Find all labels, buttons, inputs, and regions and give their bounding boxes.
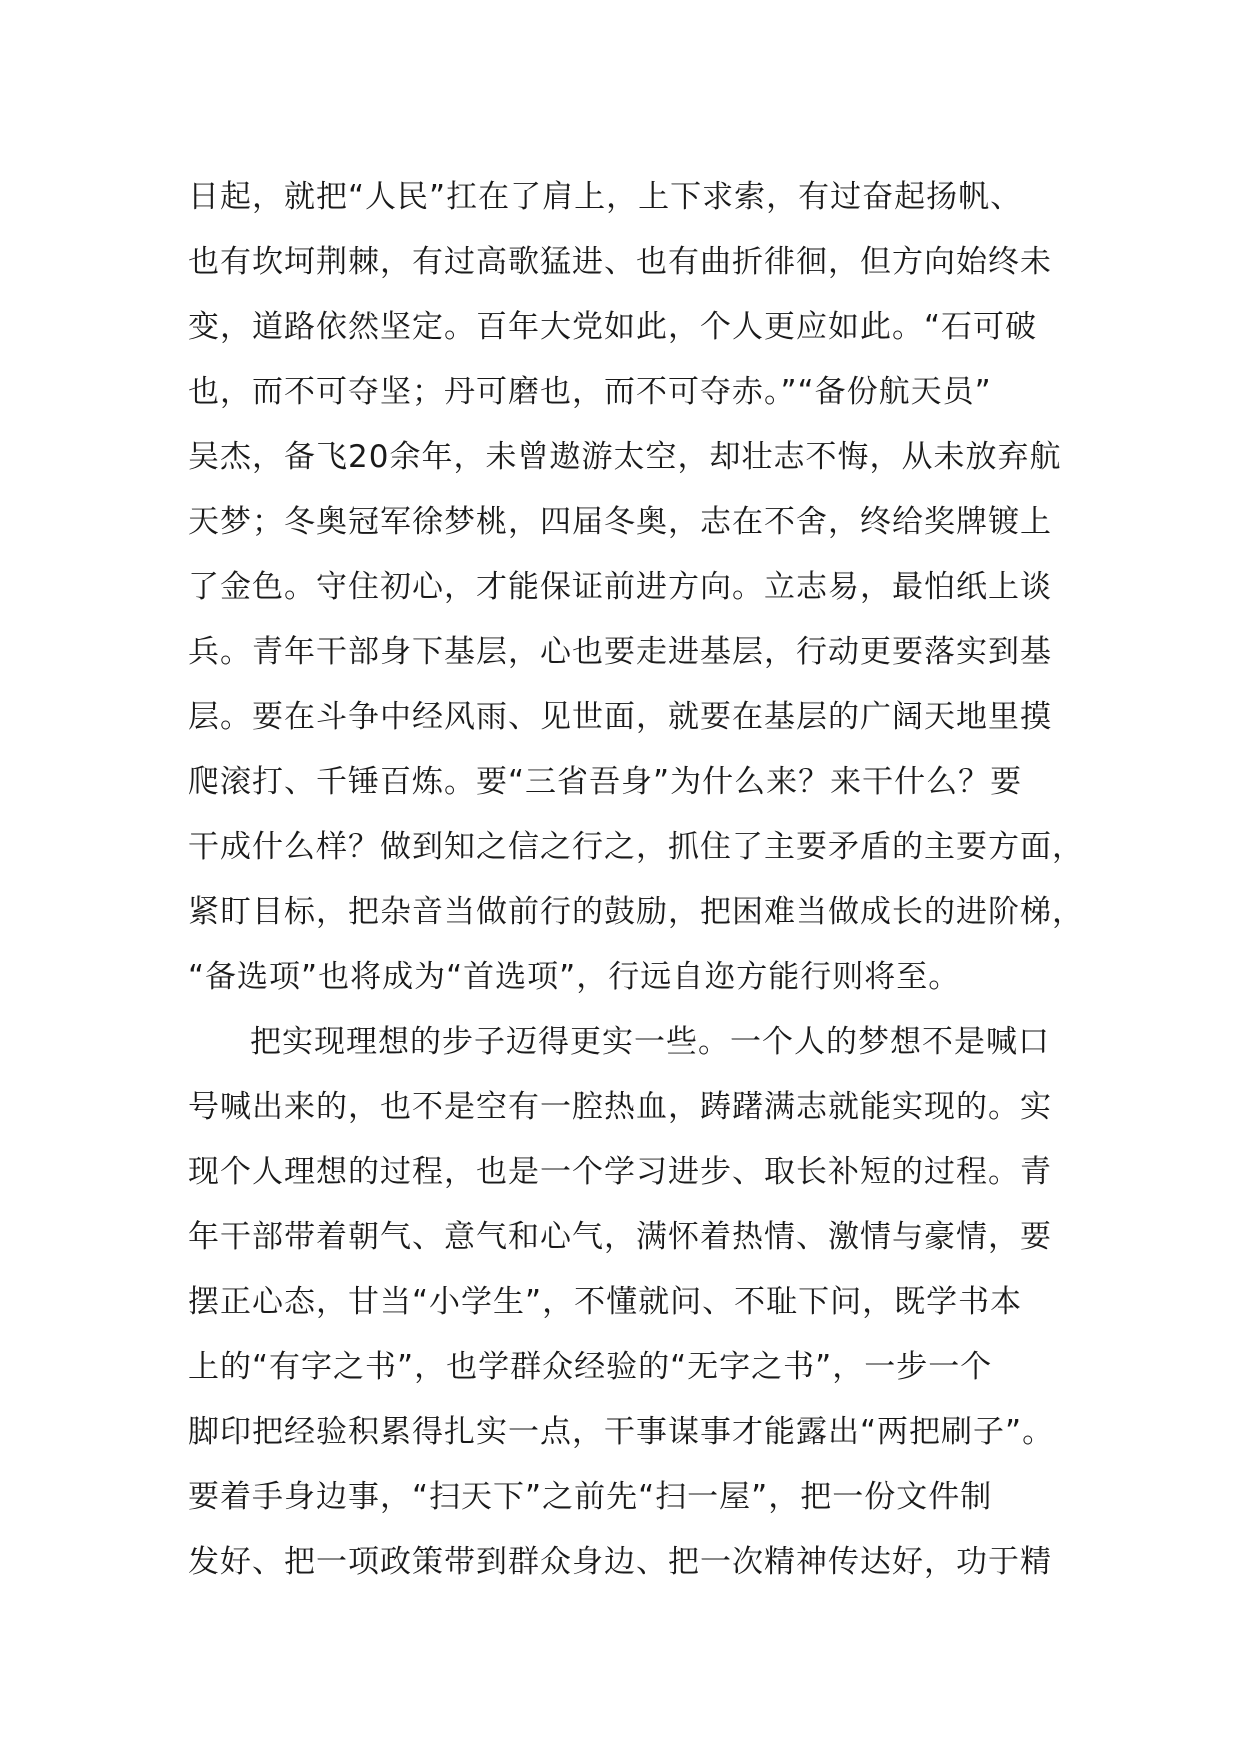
- text-line: 层。要在斗争中经风雨、见世面，就要在基层的广阔天地里摸: [188, 699, 1052, 735]
- text-line: 摆正心态，甘当“小学生”，不懂就问、不耻下问，既学书本: [188, 1284, 1023, 1320]
- text-line: 脚印把经验积累得扎实一点，干事谋事才能露出“两把刷子”。: [188, 1414, 1055, 1450]
- text-line: 变，道路依然坚定。百年大党如此，个人更应如此。“石可破: [188, 309, 1038, 345]
- text-line: 兵。青年干部身下基层，心也要走进基层，行动更要落实到基: [188, 634, 1052, 670]
- text-line: 号喊出来的，也不是空有一腔热血，踌躇满志就能实现的。实: [188, 1089, 1052, 1125]
- text-line: 了金色。守住初心，才能保证前进方向。立志易，最怕纸上谈: [188, 569, 1052, 605]
- text-line: “备选项”也将成为“首选项”，行远自迩方能行则将至。: [188, 959, 961, 995]
- text-line: 发好、把一项政策带到群众身边、把一次精神传达好，功于精: [188, 1544, 1052, 1580]
- text-line: 年干部带着朝气、意气和心气，满怀着热情、激情与豪情，要: [188, 1219, 1052, 1255]
- text-line: 吴杰，备飞20余年，未曾遨游太空，却壮志不悔，从未放弃航: [188, 439, 1062, 475]
- body-text: [188, 165, 1088, 1595]
- text-line: 也，而不可夺坚；丹可磨也，而不可夺赤。”“备份航天员”: [188, 374, 992, 410]
- text-line: 爬滚打、千锤百炼。要“三省吾身”为什么来？来干什么？要: [188, 764, 1023, 800]
- text-line: 要着手身边事，“扫天下”之前先“扫一屋”，把一份文件制: [188, 1479, 993, 1515]
- text-line: 天梦；冬奥冠军徐梦桃，四届冬奥，志在不舍，终给奖牌镀上: [188, 504, 1052, 540]
- text-line: 日起，就把“人民”扛在了肩上，上下求索，有过奋起扬帆、: [188, 179, 1023, 215]
- text-line: 现个人理想的过程，也是一个学习进步、取长补短的过程。青: [188, 1154, 1052, 1190]
- text-line: 也有坎坷荆棘，有过高歌猛进、也有曲折徘徊，但方向始终未: [188, 244, 1052, 280]
- text-line: 上的“有字之书”，也学群众经验的“无字之书”，一步一个: [188, 1349, 993, 1385]
- text-line: 干成什么样？做到知之信之行之，抓住了主要矛盾的主要方面，: [188, 829, 1084, 865]
- text-line: 紧盯目标，把杂音当做前行的鼓励，把困难当做成长的进阶梯，: [188, 894, 1084, 930]
- paragraph-first-line: 把实现理想的步子迈得更实一些。一个人的梦想不是喊口: [250, 1024, 1050, 1060]
